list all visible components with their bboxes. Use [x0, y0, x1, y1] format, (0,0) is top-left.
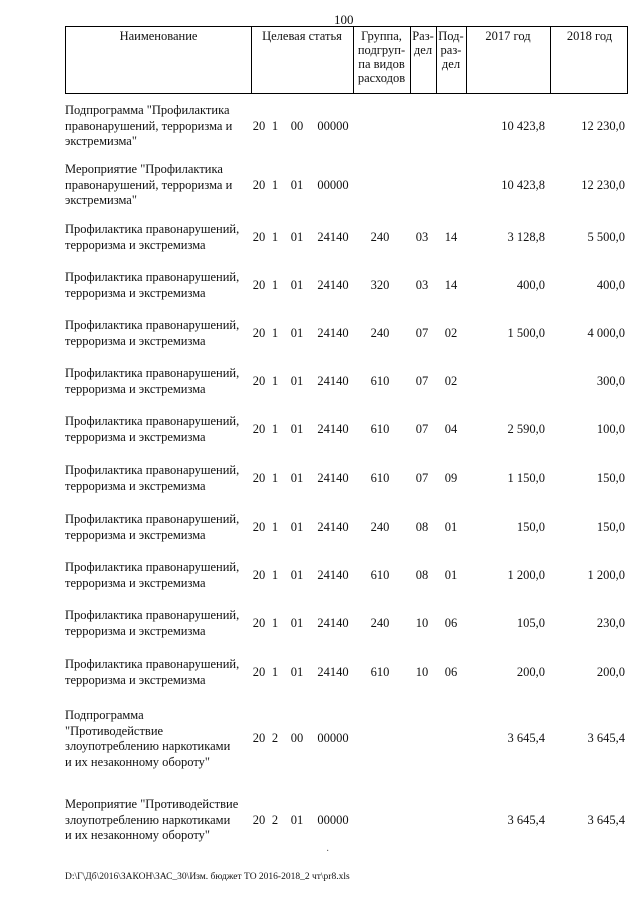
row-code-measure: 01: [290, 567, 304, 582]
row-name-line: Профилактика правонарушений,: [65, 463, 240, 477]
row-value-2018: 400,0: [596, 277, 625, 292]
row-code-subprogram: 1: [271, 277, 279, 292]
row-code-program: 20: [252, 519, 266, 534]
row-code-subprogram: 1: [271, 615, 279, 630]
row-name-line: Профилактика правонарушений,: [65, 366, 240, 380]
row-value-2017: 400,0: [516, 277, 545, 292]
row-value-2017: 150,0: [516, 519, 545, 534]
row-value-2018: 150,0: [596, 470, 625, 485]
row-group: 240: [370, 229, 390, 244]
row-name-line: Профилактика правонарушений,: [65, 318, 240, 332]
row-value-2017: 105,0: [516, 615, 545, 630]
row-code-subprogram: 1: [271, 177, 279, 192]
row-code-direction: 24140: [317, 567, 349, 582]
row-value-2018: 5 500,0: [587, 229, 625, 244]
row-group: 240: [370, 325, 390, 340]
header-section: [410, 29, 436, 57]
row-subsection: 14: [444, 277, 458, 292]
row-code-measure: 00: [290, 731, 304, 746]
row-subsection: 14: [444, 229, 458, 244]
row-name-line: Профилактика правонарушений,: [65, 608, 240, 622]
row-name-line: и их незаконному обороту": [65, 828, 210, 842]
row-code-program: 20: [252, 373, 266, 388]
row-name-line: правонарушений, терроризма и: [65, 118, 233, 133]
row-name-line: терроризма и экстремизма: [65, 285, 206, 300]
row-code-measure: 01: [290, 615, 304, 630]
row-code-direction: 24140: [317, 421, 349, 436]
row-code-measure: 01: [290, 470, 304, 485]
row-value-2017: 3 128,8: [507, 229, 545, 244]
row-code-program: 20: [252, 812, 266, 827]
row-code-subprogram: 1: [271, 519, 279, 534]
row-value-2017: 3 645,4: [507, 812, 545, 827]
row-value-2018: 150,0: [596, 519, 625, 534]
row-code-direction: 24140: [317, 615, 349, 630]
row-value-2018: 200,0: [596, 664, 625, 679]
row-section: 03: [415, 229, 429, 244]
header-section-line: дел: [413, 43, 433, 57]
row-code-subprogram: 1: [271, 229, 279, 244]
row-value-2017: 1 200,0: [507, 567, 545, 582]
row-name: [65, 366, 255, 397]
row-name-line: Профилактика правонарушений,: [65, 560, 240, 574]
row-name: [65, 560, 255, 591]
row-name-line: Мероприятие "Профилактика: [65, 162, 223, 176]
table-row: [65, 797, 628, 844]
table-row: [65, 366, 628, 397]
row-code-program: 20: [252, 421, 266, 436]
row-name: [65, 162, 255, 209]
row-name-line: правонарушений, терроризма и: [65, 177, 233, 192]
row-subsection: 02: [444, 325, 458, 340]
row-group: 610: [370, 567, 390, 582]
row-name-line: терроризма и экстремизма: [65, 527, 206, 542]
row-name: [65, 270, 255, 301]
row-value-2018: 100,0: [596, 421, 625, 436]
row-group: 610: [370, 664, 390, 679]
row-subsection: 01: [444, 567, 458, 582]
row-code-program: 20: [252, 731, 266, 746]
header-name: Наименование: [119, 29, 198, 43]
row-name: [65, 463, 255, 494]
row-name-line: экстремизма": [65, 134, 137, 148]
row-subsection: 04: [444, 421, 458, 436]
header-group-line: подгруп-: [357, 43, 406, 57]
row-code-direction: 00000: [317, 812, 349, 827]
row-code-subprogram: 1: [271, 373, 279, 388]
header-target-article: Целевая статья: [262, 29, 342, 43]
row-code-subprogram: 1: [271, 470, 279, 485]
row-section: 07: [415, 421, 429, 436]
row-group: 320: [370, 277, 390, 292]
row-name-line: и их незаконному обороту": [65, 754, 210, 769]
row-subsection: 06: [444, 664, 458, 679]
row-code-program: 20: [252, 118, 266, 133]
row-name: [65, 512, 255, 543]
table-row: [65, 657, 628, 688]
table-row: [65, 162, 628, 209]
row-code-measure: 01: [290, 229, 304, 244]
row-name-line: Профилактика правонарушений,: [65, 657, 240, 671]
table-row: [65, 708, 628, 770]
row-code-program: 20: [252, 229, 266, 244]
row-name-line: терроризма и экстремизма: [65, 381, 206, 396]
row-value-2018: 4 000,0: [587, 325, 625, 340]
row-section: 08: [415, 567, 429, 582]
row-section: 10: [415, 664, 429, 679]
row-code-measure: 00: [290, 118, 304, 133]
table-row: [65, 103, 628, 150]
row-group: 610: [370, 373, 390, 388]
row-code-direction: 00000: [317, 731, 349, 746]
row-value-2018: 3 645,4: [587, 812, 625, 827]
header-subsection-line: дел: [441, 57, 461, 71]
row-subsection: 06: [444, 615, 458, 630]
header-year-2017: 2017 год: [485, 29, 531, 43]
table-row: [65, 512, 628, 543]
row-name: [65, 657, 255, 688]
row-value-2018: 12 230,0: [581, 118, 625, 133]
table-row: [65, 414, 628, 445]
table-row: [65, 608, 628, 639]
header-subsection-line: раз-: [440, 43, 462, 57]
row-name: [65, 222, 255, 253]
row-code-direction: 24140: [317, 325, 349, 340]
row-code-subprogram: 1: [271, 325, 279, 340]
row-code-measure: 01: [290, 325, 304, 340]
header-group: [353, 29, 410, 85]
table-header: [65, 26, 628, 94]
row-subsection: 01: [444, 519, 458, 534]
row-name-line: Подпрограмма "Профилактика: [65, 103, 230, 117]
row-value-2018: 3 645,4: [587, 731, 625, 746]
row-name-line: терроризма и экстремизма: [65, 575, 206, 590]
row-name: [65, 103, 255, 150]
row-name-line: Мероприятие "Противодействие: [65, 797, 239, 811]
table-row: [65, 318, 628, 349]
row-code-subprogram: 1: [271, 664, 279, 679]
row-name-line: Подпрограмма: [65, 708, 144, 722]
row-value-2017: 200,0: [516, 664, 545, 679]
row-name: [65, 797, 255, 844]
row-group: 610: [370, 470, 390, 485]
row-code-program: 20: [252, 325, 266, 340]
row-code-program: 20: [252, 615, 266, 630]
header-group-line: расходов: [357, 71, 406, 85]
row-name-line: экстремизма": [65, 193, 137, 207]
row-code-subprogram: 1: [271, 567, 279, 582]
row-code-measure: 01: [290, 812, 304, 827]
table-row: [65, 463, 628, 494]
table-row: [65, 560, 628, 591]
row-name-line: терроризма и экстремизма: [65, 672, 206, 687]
row-name-line: терроризма и экстремизма: [65, 333, 206, 348]
row-code-measure: 01: [290, 664, 304, 679]
row-code-program: 20: [252, 567, 266, 582]
row-code-direction: 24140: [317, 229, 349, 244]
row-subsection: 02: [444, 373, 458, 388]
row-name: [65, 318, 255, 349]
row-name-line: Профилактика правонарушений,: [65, 512, 240, 526]
row-subsection: 09: [444, 470, 458, 485]
row-value-2017: 10 423,8: [501, 177, 545, 192]
header-group-line: Группа,: [361, 29, 402, 43]
row-code-measure: 01: [290, 421, 304, 436]
row-section: 08: [415, 519, 429, 534]
header-subsection-line: Под-: [438, 29, 464, 43]
row-group: 240: [370, 519, 390, 534]
row-name: [65, 608, 255, 639]
row-value-2018: 12 230,0: [581, 177, 625, 192]
header-year-2018: 2018 год: [566, 29, 613, 43]
row-code-program: 20: [252, 277, 266, 292]
row-section: 07: [415, 470, 429, 485]
row-code-subprogram: 2: [271, 731, 279, 746]
row-value-2017: 3 645,4: [507, 731, 545, 746]
row-code-direction: 00000: [317, 177, 349, 192]
row-value-2017: 10 423,8: [501, 118, 545, 133]
row-name: [65, 414, 255, 445]
row-name-line: терроризма и экстремизма: [65, 623, 206, 638]
row-group: 610: [370, 421, 390, 436]
row-name-line: злоупотреблению наркотиками: [65, 812, 231, 827]
row-name-line: терроризма и экстремизма: [65, 478, 206, 493]
row-value-2017: 1 500,0: [507, 325, 545, 340]
table-row: [65, 270, 628, 301]
row-code-program: 20: [252, 177, 266, 192]
row-code-direction: 24140: [317, 373, 349, 388]
row-name: [65, 708, 255, 770]
row-code-measure: 01: [290, 373, 304, 388]
scan-speck: ·: [326, 846, 330, 857]
header-section-line: Раз-: [412, 29, 434, 43]
header-subsection: [436, 29, 466, 71]
row-code-direction: 24140: [317, 277, 349, 292]
row-section: 03: [415, 277, 429, 292]
row-code-program: 20: [252, 664, 266, 679]
row-group: 240: [370, 615, 390, 630]
page-number: 100: [334, 12, 354, 27]
row-code-subprogram: 1: [271, 421, 279, 436]
row-code-direction: 00000: [317, 118, 349, 133]
row-code-program: 20: [252, 470, 266, 485]
row-code-direction: 24140: [317, 470, 349, 485]
row-value-2017: 1 150,0: [507, 470, 545, 485]
row-name-line: Профилактика правонарушений,: [65, 414, 240, 428]
row-code-direction: 24140: [317, 519, 349, 534]
file-path-footer: D:\Г\Дб\2016\ЗАКОН\ЗАС_30\Изм. бюджет ТО 2016-2018_2 чт\pr8.xls: [65, 872, 350, 882]
row-code-measure: 01: [290, 177, 304, 192]
row-code-subprogram: 1: [271, 118, 279, 133]
row-code-direction: 24140: [317, 664, 349, 679]
header-group-line: па видов: [358, 57, 405, 71]
row-code-subprogram: 2: [271, 812, 279, 827]
row-section: 10: [415, 615, 429, 630]
table-row: [65, 222, 628, 253]
row-name-line: терроризма и экстремизма: [65, 237, 206, 252]
row-name-line: терроризма и экстремизма: [65, 429, 206, 444]
row-name-line: Профилактика правонарушений,: [65, 270, 240, 284]
row-value-2018: 300,0: [596, 373, 625, 388]
row-name-line: Профилактика правонарушений,: [65, 222, 240, 236]
row-code-measure: 01: [290, 277, 304, 292]
row-value-2017: 2 590,0: [507, 421, 545, 436]
row-value-2018: 1 200,0: [587, 567, 625, 582]
row-section: 07: [415, 325, 429, 340]
row-name-line: злоупотреблению наркотиками: [65, 739, 231, 753]
row-value-2018: 230,0: [596, 615, 625, 630]
row-section: 07: [415, 373, 429, 388]
row-code-measure: 01: [290, 519, 304, 534]
row-name-line: "Противодействие: [65, 723, 164, 738]
